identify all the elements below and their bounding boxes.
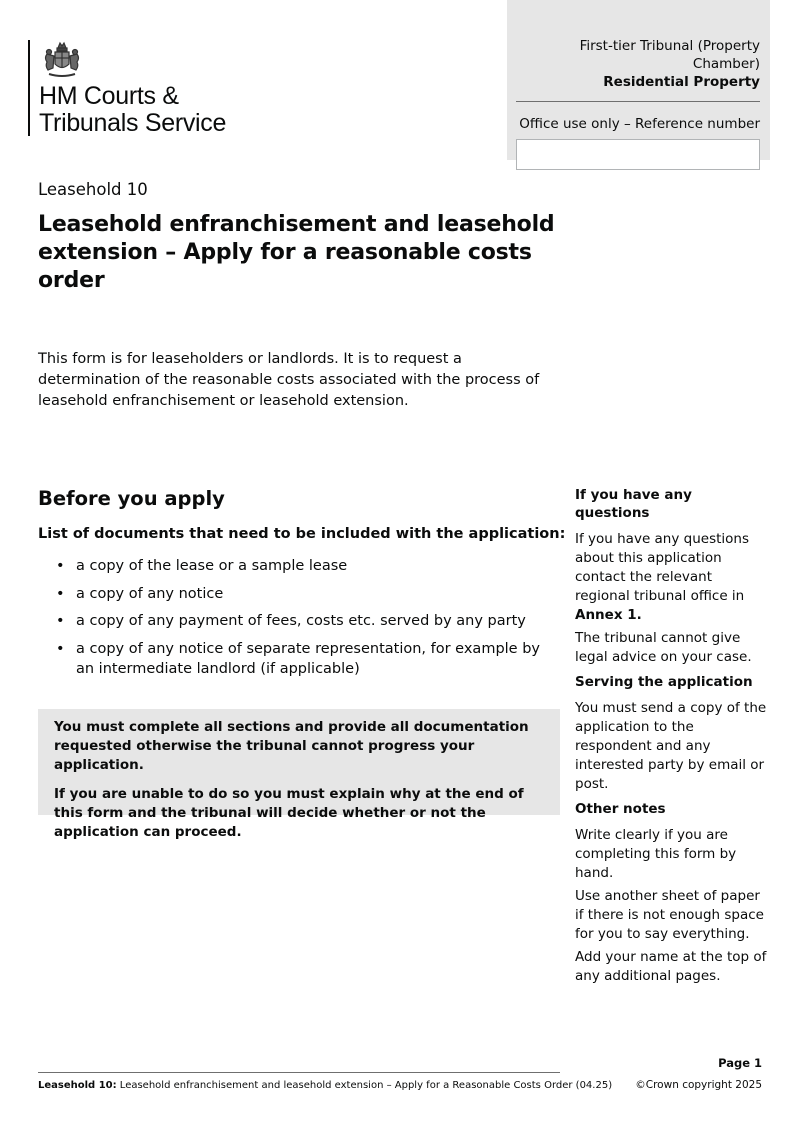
- list-item: • a copy of any payment of fees, costs etc. served by any party: [56, 613, 526, 629]
- documents-list-heading: List of documents that need to be included with the application:: [38, 526, 566, 542]
- other-notes-heading: Other notes: [575, 801, 666, 817]
- other-note-1: Write clearly if you are completing this form by hand.: [575, 827, 737, 881]
- notice-paragraph-2: If you are unable to do so you must explain why at the end of this form and the tribunal will decide whether or not the application can proceed.: [54, 786, 524, 840]
- tribunal-name: First-tier Tribunal (Property Chamber): [579, 38, 760, 72]
- form-code: Leasehold 10: [38, 180, 148, 199]
- before-you-apply-heading: Before you apply: [38, 487, 225, 510]
- list-item: • a copy of the lease or a sample lease: [56, 558, 348, 574]
- office-divider: [516, 101, 760, 102]
- questions-text: If you have any questions about this application contact the relevant regional tribunal office in Annex 1.: [575, 531, 750, 623]
- list-item: • a copy of any notice: [56, 585, 224, 602]
- bullet-icon: •: [56, 585, 65, 602]
- bullet-icon: •: [56, 613, 65, 629]
- page-number: Page 1: [718, 1056, 762, 1070]
- footer-form-reference: Leasehold 10: Leasehold enfranchisement and leasehold extension – Apply for a Reasonable Costs Order (04.25): [38, 1080, 613, 1091]
- reference-number-input[interactable]: [516, 139, 760, 170]
- list-item: • a copy of any notice of separate representation, for example by an intermediate landlord (if applicable): [56, 640, 540, 677]
- serving-text: You must send a copy of the application to the respondent and any interested party by email or post.: [575, 700, 767, 792]
- hmcts-logo: [28, 40, 226, 136]
- reference-number-label: Office use only – Reference number: [519, 116, 760, 132]
- other-note-2: Use another sheet of paper if there is not enough space for you to say everything.: [575, 888, 764, 942]
- office-use-box: [507, 0, 770, 160]
- annex-reference: Annex 1.: [575, 607, 642, 623]
- copyright: ©Crown copyright 2025: [635, 1079, 762, 1091]
- serving-heading: Serving the application: [575, 674, 753, 690]
- questions-heading: If you have any questions: [575, 487, 692, 521]
- important-notice-box: [38, 709, 560, 840]
- notice-paragraph-1: You must complete all sections and provide all documentation requested otherwise the tribunal cannot progress your application.: [54, 719, 529, 773]
- page-title: Leasehold enfranchisement and leasehold extension – Apply for a reasonable costs order: [38, 212, 555, 293]
- logo-line-1: HM Courts &: [39, 82, 179, 110]
- logo-line-2: Tribunals Service: [39, 109, 227, 137]
- bullet-icon: •: [56, 640, 65, 657]
- footer-divider: [38, 1072, 560, 1073]
- documents-list: [38, 556, 558, 686]
- other-note-3: Add your name at the top of any additional pages.: [575, 949, 767, 984]
- guidance-sidebar: [575, 486, 770, 990]
- legal-advice-text: The tribunal cannot give legal advice on your case.: [575, 630, 752, 665]
- royal-crest-icon: [39, 40, 85, 80]
- bullet-icon: •: [56, 558, 65, 574]
- tribunal-subtitle: Residential Property: [603, 74, 760, 90]
- intro-paragraph: This form is for leaseholders or landlords. It is to request a determination of the reasonable costs associated with the process of leasehold enfranchisement or leasehold extension.: [38, 351, 540, 409]
